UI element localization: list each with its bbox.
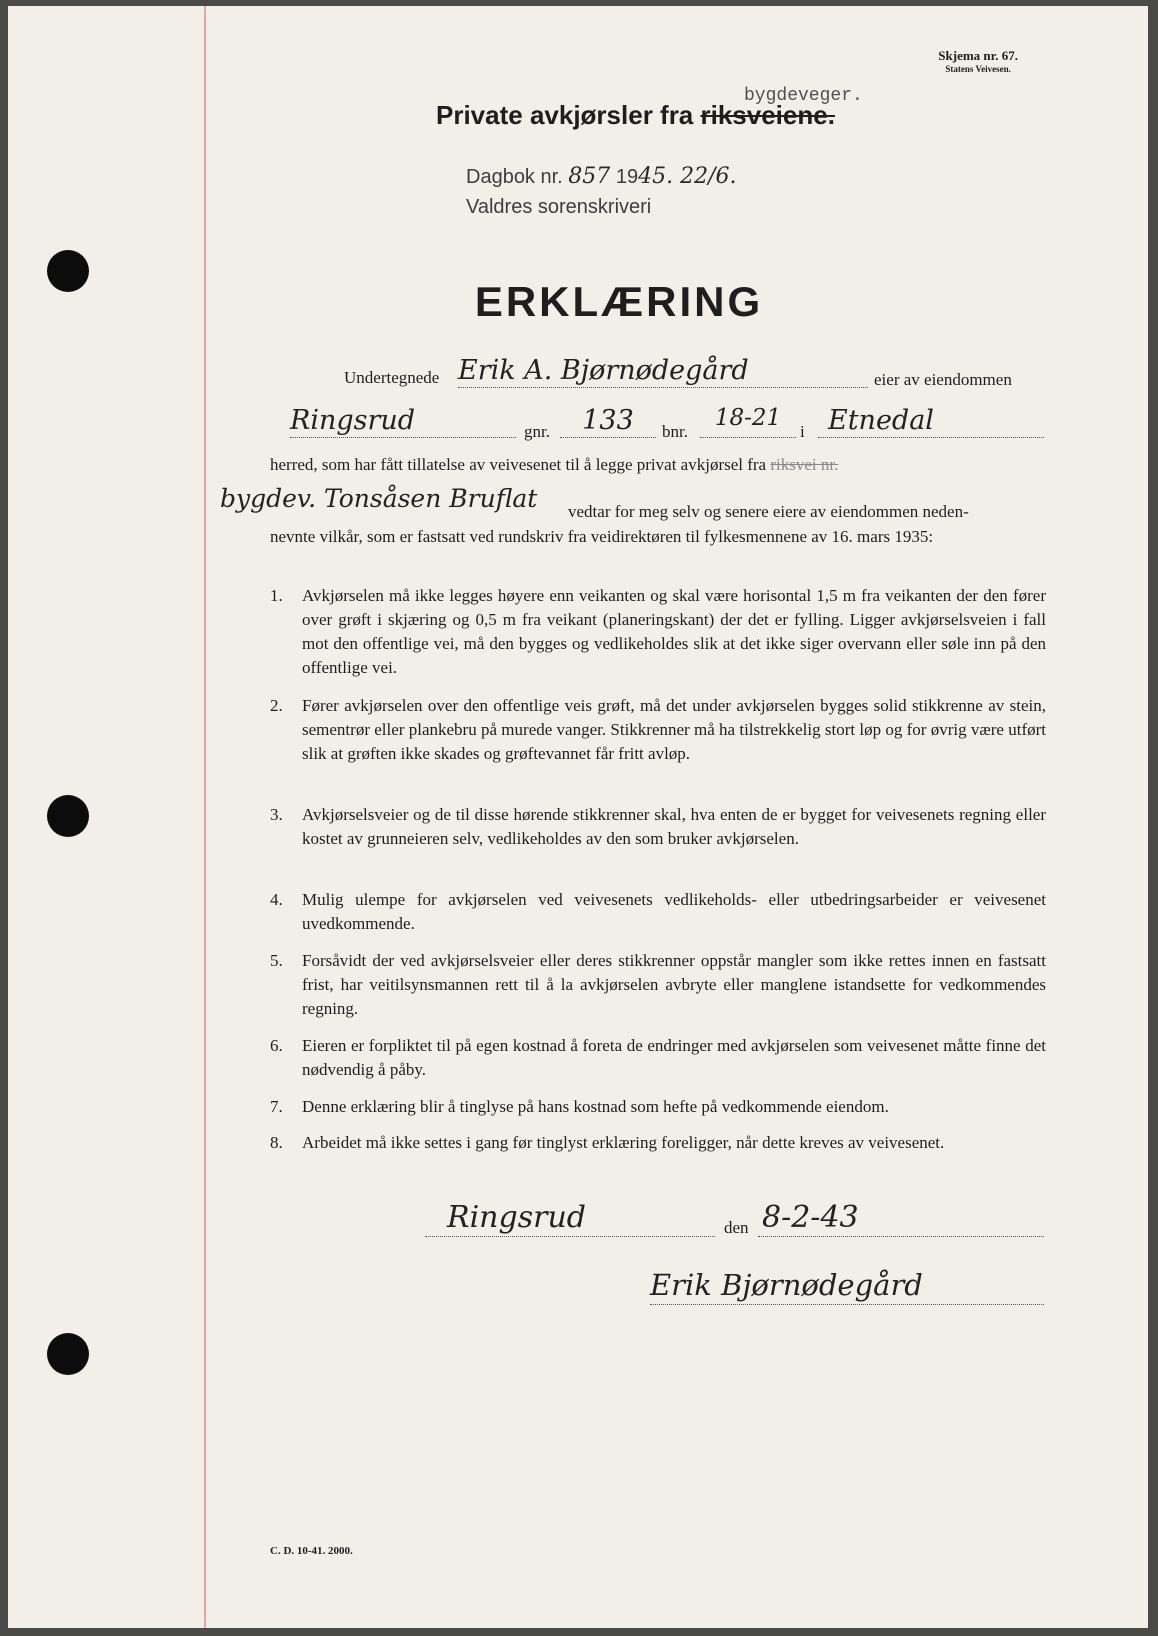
header-title: [436, 100, 835, 131]
municipality-field: [818, 405, 1044, 438]
condition-text: Denne erklæring blir å tinglyse på hans kostnad som hefte på vedkommende eiendom.: [302, 1097, 889, 1116]
condition-number: 6.: [270, 1036, 283, 1055]
registration-stamp: [466, 162, 737, 222]
condition-number: 1.: [270, 586, 283, 605]
condition-item: [270, 949, 1046, 1021]
undersigned-name: Erik A. Bjørnødegård: [458, 355, 749, 386]
date-field: [758, 1200, 1044, 1237]
owner-label: eier av eiendommen: [874, 370, 1012, 389]
form-code: [938, 48, 1018, 74]
condition-item: [270, 1095, 1046, 1119]
dagbok-label: Dagbok nr.: [466, 166, 563, 188]
condition-text: Mulig ulempe for avkjørselen ved veivesenets vedlikeholds- eller utbedringsarbeider er veivesenet uvedkommende.: [302, 890, 1046, 933]
margin-rule: [204, 6, 206, 1628]
date-label: den: [724, 1218, 749, 1237]
condition-item: [270, 1034, 1046, 1082]
condition-text: Arbeidet må ikke settes i gang før tinglyst erklæring foreligger, når dette kreves av veivesenet.: [302, 1133, 945, 1152]
condition-number: 2.: [270, 696, 283, 715]
signing-place: Ringsrud: [447, 1200, 586, 1235]
condition-number: 4.: [270, 890, 283, 909]
condition-text: Avkjørselsveier og de til disse hørende stikkrenner skal, hva enten de er bygget for veivesenets regning eller kostet av grunneieren selv, vedlikeholdes av den som bruker avkjørselen.: [302, 805, 1046, 848]
herred-text: [270, 455, 838, 475]
road-field: [220, 484, 568, 518]
condition-item: [270, 803, 1046, 851]
bnr-label: bnr.: [662, 422, 688, 441]
gnr-field: [560, 405, 656, 438]
typed-correction: bygdeveger.: [744, 86, 863, 106]
condition-text: Fører avkjørselen over den offentlige veis grøft, må det under avkjørselen bygges solid stikkrenne av stein, sementrør eller plankebru på murede vanger. Stikkrenner må ha tilstrekkelig stort løp og for øvrig være utført slik at grøften ikke skades og grøftevannet får fritt avløp.: [302, 696, 1046, 763]
signature: Erik Bjørnødegård: [650, 1268, 923, 1302]
property-name: Ringsrud: [290, 405, 416, 436]
bnr-field: [700, 405, 796, 438]
condition-number: 7.: [270, 1097, 283, 1116]
punch-hole: [47, 1333, 89, 1375]
conditions-intro: nevnte vilkår, som er fastsatt ved rundskriv fra veidirektøren til fylkesmennene av 16. mars 1935:: [270, 527, 934, 546]
bnr-value: 18-21: [714, 405, 782, 431]
condition-number: 5.: [270, 951, 283, 970]
i-label: i: [800, 422, 805, 441]
condition-number: 3.: [270, 805, 283, 824]
road-handwritten: bygdev. Tonsåsen Bruflat: [220, 484, 538, 513]
undersigned-field: [458, 355, 868, 388]
municipality-name: Etnedal: [828, 405, 934, 436]
herred-struck: riksvei nr.: [770, 455, 839, 474]
condition-item: [270, 1131, 1046, 1155]
condition-item: [270, 888, 1046, 936]
place-field: [425, 1200, 715, 1237]
road-suffix: vedtar for meg selv og senere eiere av eiendommen neden-: [568, 502, 969, 521]
condition-item: [270, 584, 1046, 680]
herred-statement: herred, som har fått tillatelse av veivesenet til å legge privat avkjørsel fra: [270, 455, 767, 474]
form-number: Skjema nr. 67.: [938, 48, 1018, 63]
condition-text: Eieren er forpliktet til på egen kostnad å foreta de endringer med avkjørselen som veivesenet måtte finne det nødvendig å påby.: [302, 1036, 1046, 1079]
header-title-prefix: Private avkjørsler fra: [436, 100, 701, 130]
condition-text: Forsåvidt der ved avkjørselsveier eller deres stikkrenner oppstår mangler som ikke rettes innen en fastsatt frist, har veitilsynsmannen rett til å la avkjørselen avbryte eller manglene istandsette for vedkommendes regning.: [302, 951, 1046, 1018]
document-title: ERKLÆRING: [474, 278, 764, 325]
property-field: [290, 405, 516, 438]
office-name: Valdres sorenskriveri: [466, 196, 652, 218]
condition-item: [270, 694, 1046, 766]
undersigned-label: Undertegnede: [344, 368, 440, 387]
signature-field: [650, 1268, 1044, 1305]
condition-number: 8.: [270, 1133, 283, 1152]
year-prefix: 19: [615, 166, 639, 188]
condition-text: Avkjørselen må ikke legges høyere enn veikanten og skal være horisontal 1,5 m fra veikanten der den fører over grøft i skjæring og 0,5 m fra veikant (planeringskant) der det er fylling. Ligger avkjørselsveien i fall mot den offentlige vei, må den bygges og vedlikeholdes slik at det ikke siger overvann eller søle inn på den offentlige vei.: [302, 586, 1046, 677]
punch-hole: [47, 795, 89, 837]
dagbok-number: 857: [568, 164, 611, 189]
form-issuer: Statens Veivesen.: [945, 64, 1011, 74]
gnr-label: gnr.: [524, 422, 550, 441]
year-handwritten: 45. 22/6.: [638, 164, 737, 189]
print-code: C. D. 10-41. 2000.: [270, 1545, 353, 1557]
gnr-value: 133: [582, 405, 634, 436]
signing-date: 8-2-43: [762, 1200, 859, 1235]
header-title-struck: riksveiene.: [700, 100, 835, 130]
